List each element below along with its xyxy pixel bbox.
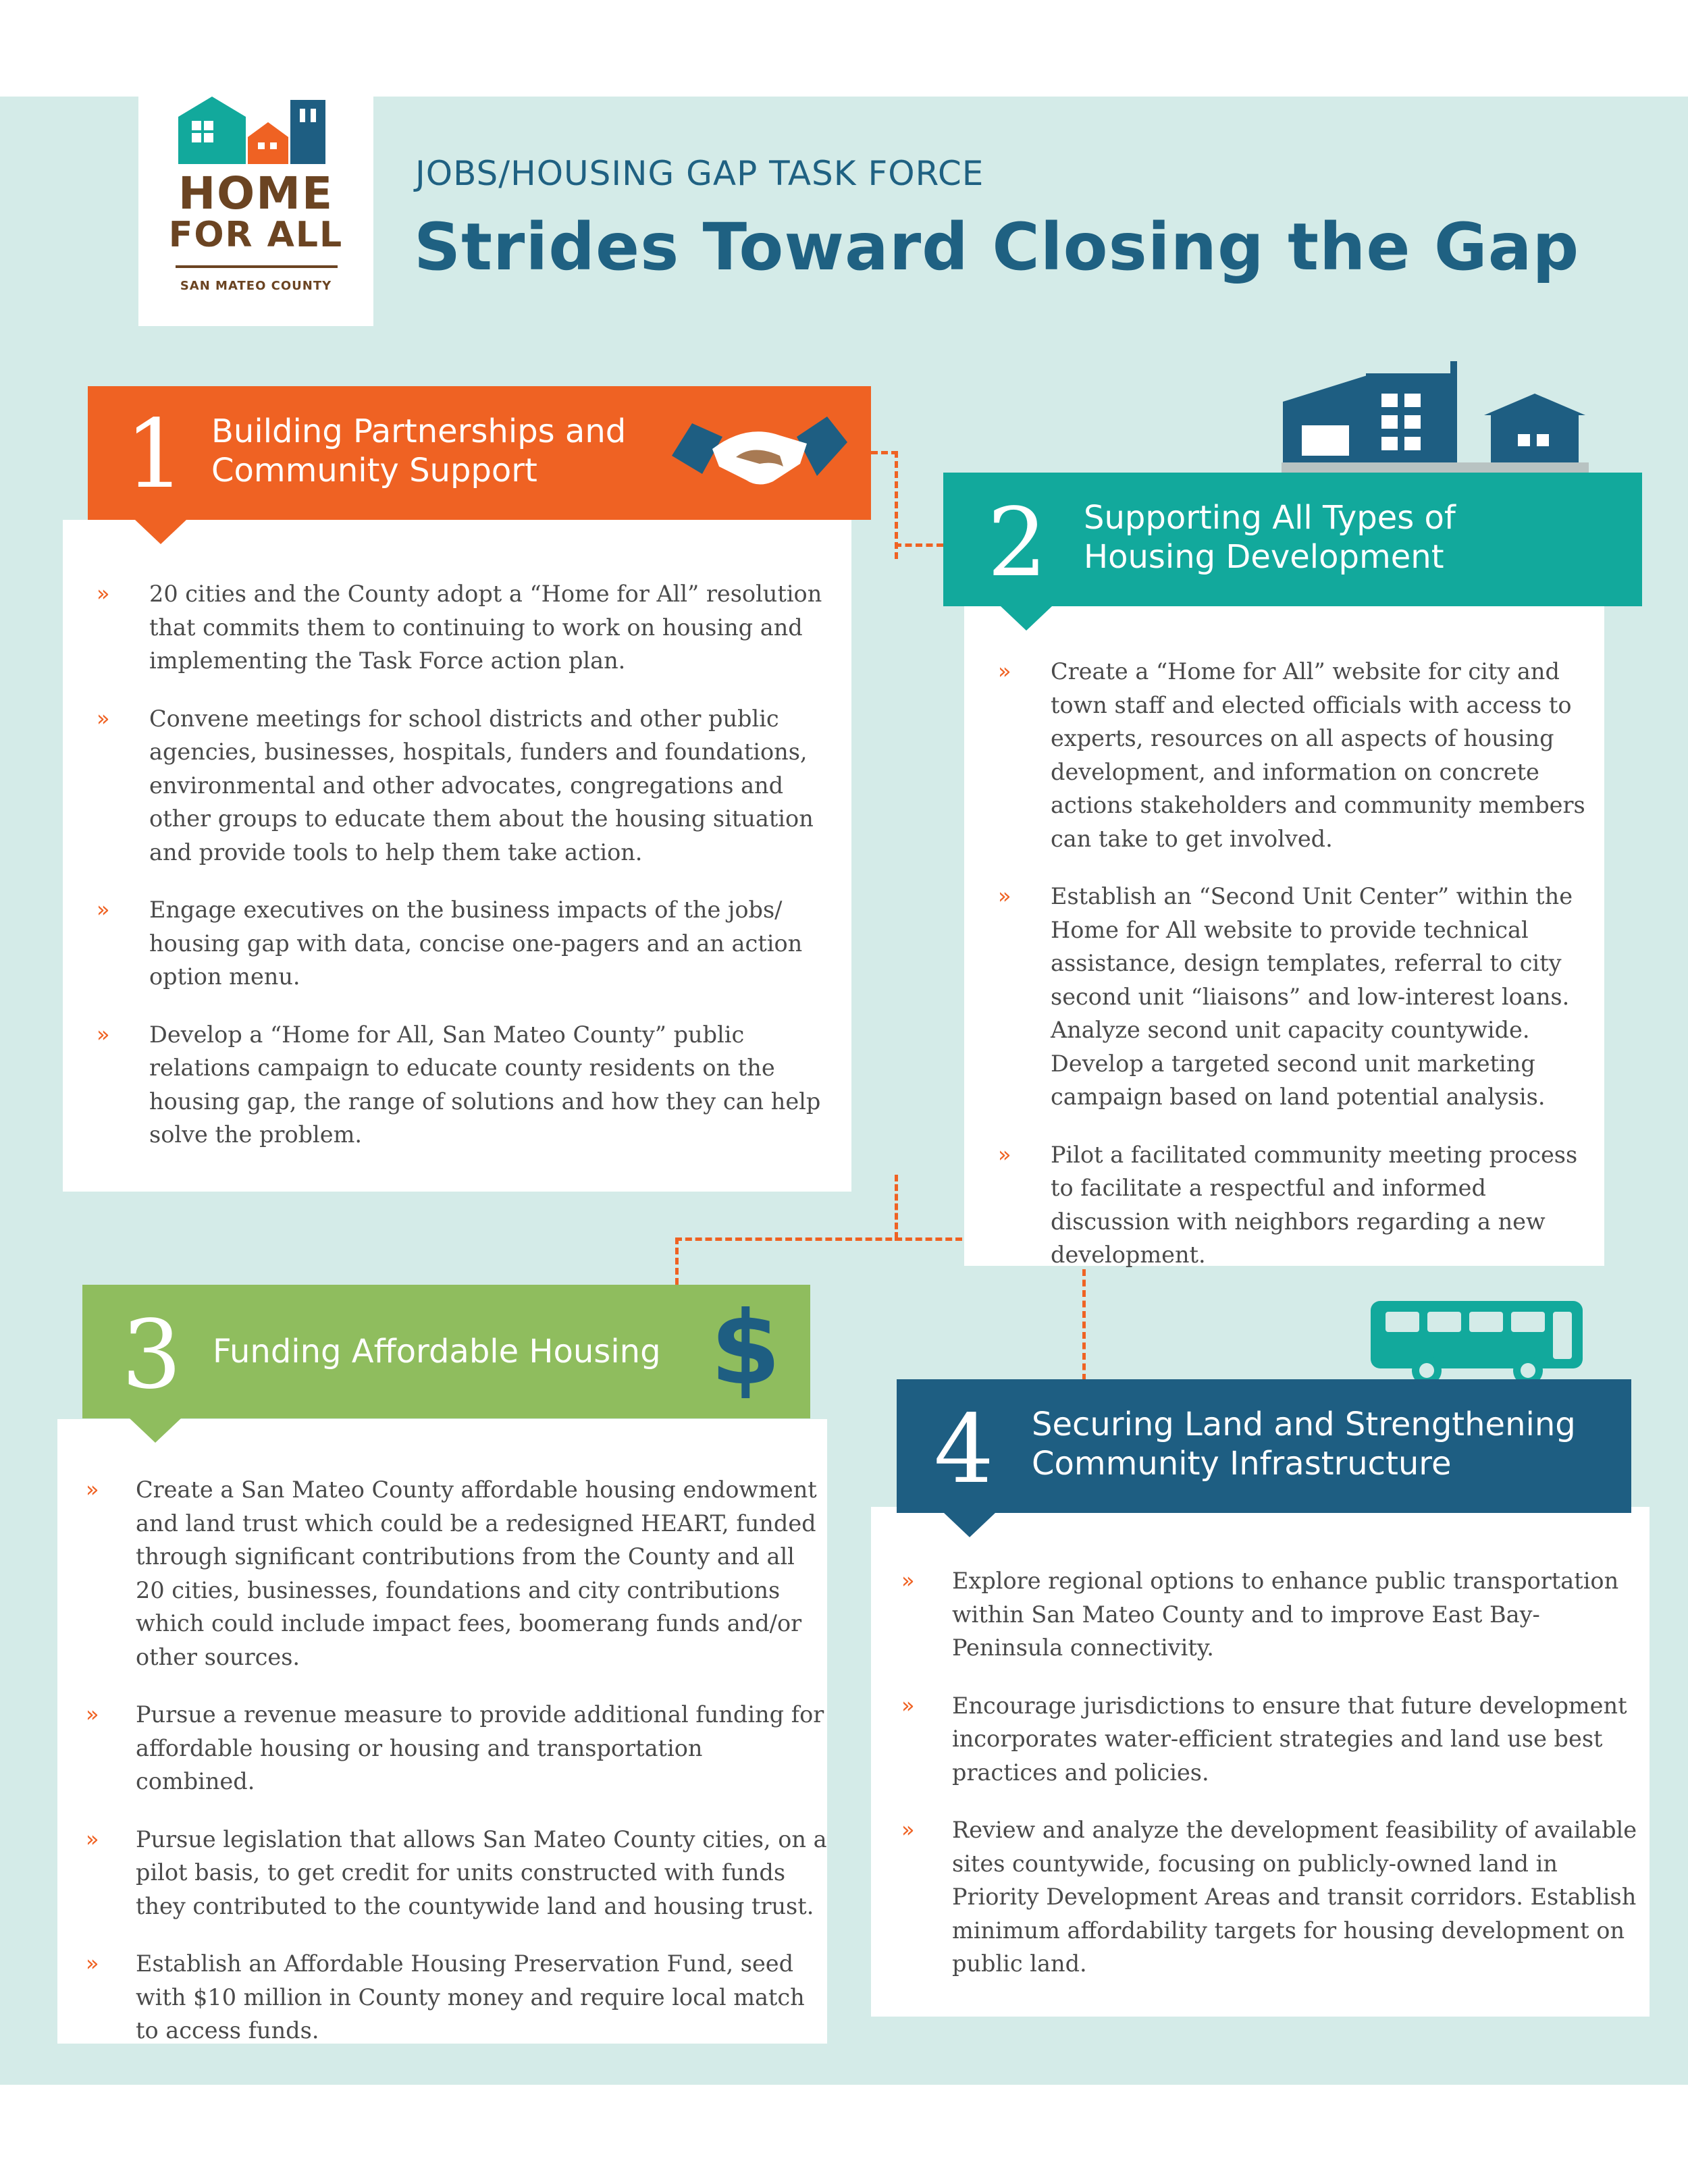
bullet-icon: » bbox=[97, 581, 110, 606]
list-item-text: Engage executives on the business impacts of the jobs/ housing gap with data, concise one-pagers and an action option menu. bbox=[149, 897, 803, 990]
header-notch bbox=[944, 1513, 995, 1537]
connector-line bbox=[675, 1237, 962, 1241]
connector-line bbox=[895, 451, 898, 559]
section-title-line: Securing Land and Strengthening bbox=[1032, 1406, 1576, 1443]
list-item bbox=[63, 1018, 851, 1152]
list-item bbox=[964, 1138, 1604, 1272]
list-item-text: Establish an Affordable Housing Preservation Fund, seed with $10 million in County money and require local match to access funds. bbox=[136, 1950, 805, 2044]
bullet-icon: » bbox=[86, 1950, 99, 1976]
bullet-icon: » bbox=[97, 705, 110, 731]
bullet-icon: » bbox=[901, 1692, 915, 1718]
list-item bbox=[57, 1473, 827, 1674]
list-item bbox=[871, 1813, 1650, 1981]
logo-home-text: HOME bbox=[178, 167, 334, 219]
bullet-icon: » bbox=[998, 1141, 1011, 1167]
section-number: 1 bbox=[125, 400, 186, 510]
bullet-icon: » bbox=[901, 1817, 915, 1842]
section-title bbox=[1032, 1405, 1576, 1483]
handshake-icon bbox=[672, 417, 847, 491]
header-notch bbox=[135, 520, 186, 544]
home-for-all-logo bbox=[138, 97, 373, 326]
buildings-icon bbox=[1282, 361, 1589, 473]
bullet-icon: » bbox=[86, 1476, 99, 1502]
list-item-text: Pilot a facilitated community meeting process to facilitate a respectful and informed discussion with neighbors regarding a new development. bbox=[1051, 1141, 1578, 1268]
list-item-text: Convene meetings for school districts and other public agencies, businesses, hospitals, funders and foundations, environmental and other advocates, congregations and other groups to educate them about the housing situation and provide tools to help them take action. bbox=[149, 705, 814, 865]
section-4-header bbox=[897, 1379, 1631, 1513]
bullet-icon: » bbox=[86, 1826, 99, 1852]
bullet-icon: » bbox=[901, 1568, 915, 1593]
section-3-header bbox=[82, 1285, 810, 1418]
section-1-header bbox=[88, 386, 871, 520]
logo-county-text: SAN MATEO COUNTY bbox=[180, 279, 332, 293]
section-title bbox=[213, 1332, 661, 1371]
list-item-text: Create a San Mateo County affordable housing endowment and land trust which could be a redesigned HEART, funded through significant contributions from the County and all 20 cities, businesses, foundations and city contributions which could include impact fees, boomerang funds and/or other sources. bbox=[136, 1476, 817, 1670]
list-item bbox=[964, 655, 1604, 855]
section-title-line: Housing Development bbox=[1084, 538, 1444, 576]
list-item-text: Pursue a revenue measure to provide additional funding for affordable housing or housing and transportation combined. bbox=[136, 1701, 824, 1794]
section-title-line: Building Partnerships and bbox=[211, 412, 627, 450]
section-title-line: Funding Affordable Housing bbox=[213, 1333, 661, 1370]
list-item-text: Encourage jurisdictions to ensure that future development incorporates water-efficient strategies and land use best practices and policies. bbox=[952, 1692, 1627, 1786]
list-item bbox=[871, 1564, 1650, 1665]
list-item-text: Establish an “Second Unit Center” within the Home for All website to provide technical assistance, design templates, referral to city second unit “liaisons” and low-interest loans. Analyze second unit capacity countywide. Develop a targeted second unit marketing campaign based on land potential analysis. bbox=[1051, 883, 1573, 1110]
connector-line bbox=[895, 1175, 898, 1239]
bullet-icon: » bbox=[998, 658, 1011, 684]
list-item-text: Pursue legislation that allows San Mateo County cities, on a pilot basis, to get credit for units constructed with funds they contributed to the countywide land and housing trust. bbox=[136, 1826, 827, 1919]
logo-for-all-text: FOR ALL bbox=[168, 215, 344, 255]
section-title-line: Community Support bbox=[211, 452, 537, 489]
list-item bbox=[63, 702, 851, 870]
list-item-text: 20 cities and the County adopt a “Home for All” resolution that commits them to continuing to work on housing and implementing the Task Force action plan. bbox=[149, 581, 822, 674]
page-subtitle: JOBS/HOUSING GAP TASK FORCE bbox=[415, 154, 984, 193]
section-2-header bbox=[943, 473, 1642, 606]
bullet-icon: » bbox=[998, 883, 1011, 909]
list-item-text: Create a “Home for All” website for city and town staff and elected officials with access to experts, resources on all aspects of housing development, and information on concrete actions stakeholders and community members can take to get involved. bbox=[1051, 658, 1585, 852]
section-number: 2 bbox=[987, 488, 1048, 598]
list-item bbox=[964, 880, 1604, 1114]
bullet-icon: » bbox=[86, 1701, 99, 1727]
header-notch bbox=[130, 1418, 181, 1443]
section-2-card bbox=[964, 604, 1604, 1266]
page-title: Strides Toward Closing the Gap bbox=[414, 209, 1580, 285]
houses-logo-icon bbox=[177, 97, 339, 164]
list-item bbox=[57, 1823, 827, 1923]
list-item bbox=[63, 577, 851, 678]
list-item bbox=[57, 1698, 827, 1799]
list-item-text: Explore regional options to enhance public transportation within San Mateo County and to improve East Bay-Peninsula connectivity. bbox=[952, 1568, 1619, 1661]
section-4-card bbox=[871, 1507, 1650, 2017]
bullet-icon: » bbox=[97, 1021, 110, 1047]
list-item-text: Develop a “Home for All, San Mateo County” public relations campaign to educate county residents on the housing gap, the range of solutions and how they can help solve the problem. bbox=[149, 1021, 821, 1148]
header-notch bbox=[1001, 606, 1052, 631]
list-item bbox=[871, 1689, 1650, 1790]
section-number: 4 bbox=[934, 1395, 995, 1505]
list-item-text: Review and analyze the development feasibility of available sites countywide, focusing on publicly-owned land in Priority Development Areas and transit corridors. Establish minimum affordability targets for housing development on public land. bbox=[952, 1817, 1637, 1977]
bullet-icon: » bbox=[97, 897, 110, 922]
section-title bbox=[1084, 498, 1456, 577]
connector-line bbox=[871, 451, 898, 454]
bus-icon bbox=[1369, 1300, 1584, 1387]
section-title-line: Community Infrastructure bbox=[1032, 1445, 1452, 1483]
section-number: 3 bbox=[122, 1300, 182, 1410]
section-title bbox=[211, 412, 626, 490]
list-item bbox=[57, 1947, 827, 2048]
list-item bbox=[63, 893, 851, 994]
connector-line bbox=[895, 543, 943, 547]
connector-line bbox=[675, 1237, 679, 1285]
section-title-line: Supporting All Types of bbox=[1084, 499, 1456, 537]
section-1-card bbox=[63, 520, 851, 1192]
connector-line bbox=[1082, 1269, 1086, 1381]
section-3-card bbox=[57, 1419, 827, 2044]
logo-rule bbox=[176, 265, 338, 268]
dollar-icon: $ bbox=[710, 1290, 781, 1408]
